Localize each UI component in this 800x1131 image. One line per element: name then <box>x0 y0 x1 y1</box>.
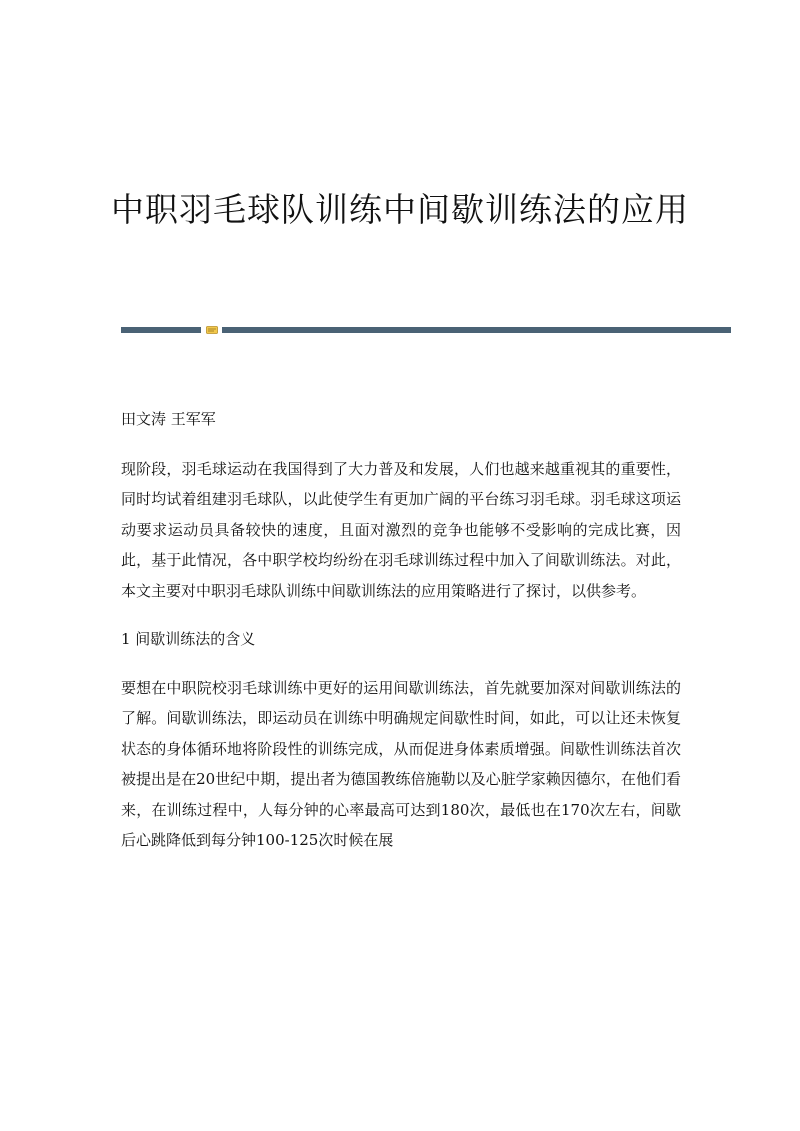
divider-bar-left <box>121 327 201 333</box>
section-paragraph: 要想在中职院校羽毛球训练中更好的运用间歇训练法，首先就要加深对间歇训练法的了解。间歇训练法，即运动员在训练中明确规定间歇性时间，如此，可以让还未恢复状态的身体循环地将阶段性的训练完成，从而促进身体素质增强。间歇性训练法首次被提出是在20世纪中期，提出者为德国教练倍施勒以及心脏学家赖因德尔，在他们看来，在训练过程中，人每分钟的心率最高可达到180次，最低也在170次左右，间歇后心跳降低到每分钟100-125次时候在展 <box>121 679 681 850</box>
abstract-paragraph: 现阶段，羽毛球运动在我国得到了大力普及和发展，人们也越来越重视其的重要性，同时均试着组建羽毛球队，以此使学生有更加广阔的平台练习羽毛球。羽毛球这项运动要求运动员具备较快的速度，且面对激烈的竞争也能够不受影响的完成比赛，因此，基于此情况，各中职学校均纷纷在羽毛球训练过程中加入了间歇训练法。对此，本文主要对中职羽毛球队训练中间歇训练法的应用策略进行了探讨，以供参考。 <box>121 460 681 600</box>
document-body <box>121 405 681 855</box>
section-heading: 1 间歇训练法的含义 <box>121 630 256 649</box>
document-title: 中职羽毛球队训练中间歇训练法的应用 <box>111 190 689 229</box>
authors: 田文涛 王军军 <box>121 410 216 428</box>
title-divider <box>121 325 731 334</box>
pencil-icon <box>206 325 218 335</box>
divider-bar-right <box>222 327 731 333</box>
